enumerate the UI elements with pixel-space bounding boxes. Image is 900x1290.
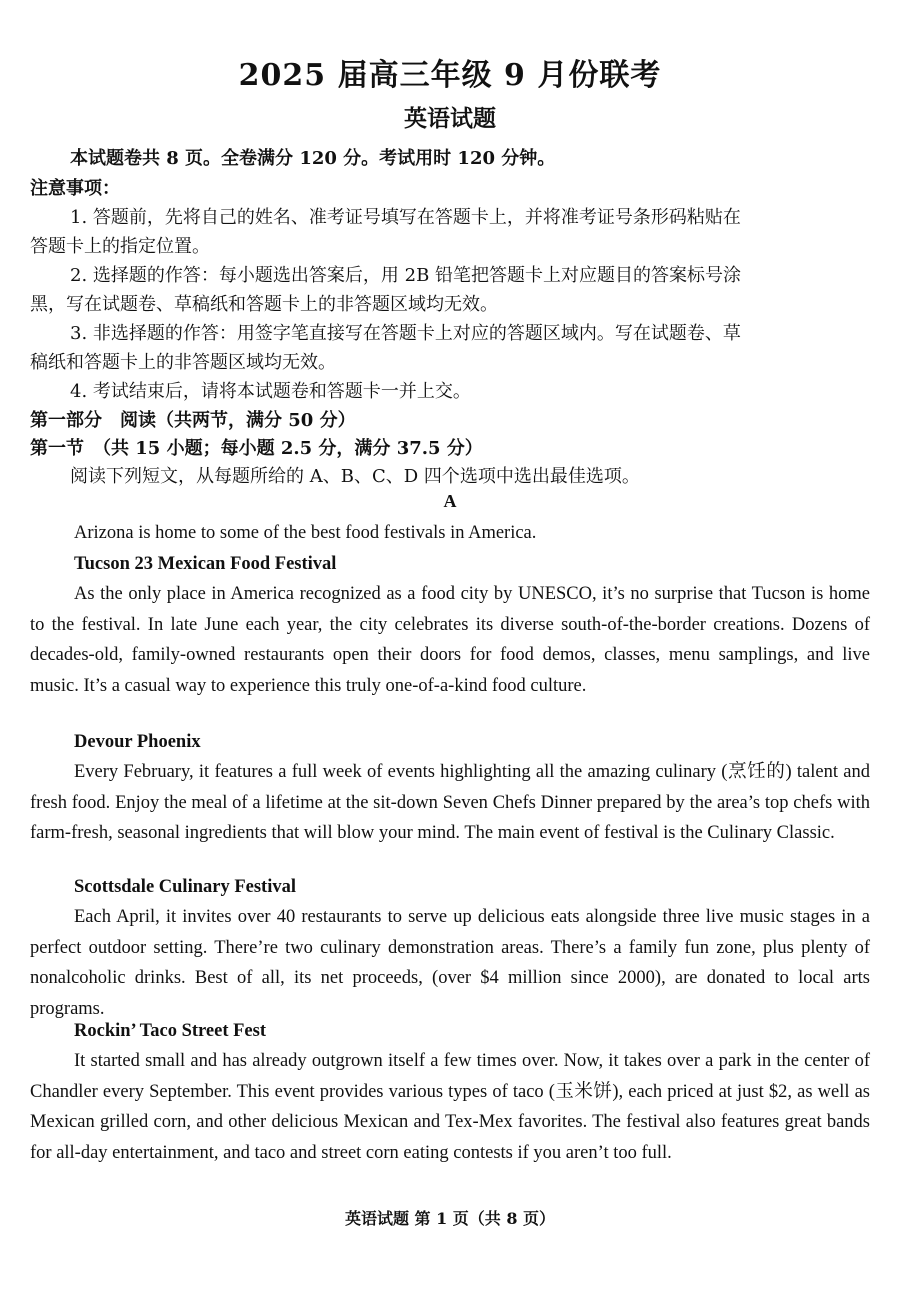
festival-description: As the only place in America recognized as a food city by UNESCO, it’s no surprise that Tucson is home to the festival. In late June each year, the city celebrates its diverse south-of-the-border creations. Dozens of decades-old, family-owned restaurants open their doors for food demos, classes, menu samplings, and live music. It’s a casual way to experience this truly one-of-a-kind food culture.	[30, 584, 870, 696]
notice-item-4: 4. 考试结束后，请将本试题卷和答题卡一并上交。	[70, 381, 471, 402]
exam-summary: 本试题卷共 8 页。全卷满分 120 分。考试用时 120 分钟。	[70, 148, 556, 169]
notice-item-3-line2: 稿纸和答题卡上的非答题区域均无效。	[30, 352, 336, 373]
festival-heading: Tucson 23 Mexican Food Festival	[74, 554, 337, 574]
passage-label: A	[443, 491, 457, 511]
page-footer: 英语试题 第 1 页（共 8 页）	[344, 1209, 556, 1228]
notice-item-2-line1: 2. 选择题的作答：每小题选出答案后，用 2B 铅笔把答题卡上对应题目的答案标号涂	[70, 265, 742, 286]
passage-intro: Arizona is home to some of the best food festivals in America.	[74, 523, 537, 543]
festival-heading: Scottsdale Culinary Festival	[74, 877, 296, 897]
notice-item-3-line1: 3. 非选择题的作答：用签字笔直接写在答题卡上对应的答题区域内。写在试题卷、草	[70, 323, 741, 344]
exam-title: 2025 届高三年级 9 月份联考	[238, 58, 662, 93]
festival-description: Every February, it features a full week of events highlighting all the amazing culinary (烹饪的) talent and fresh food. Enjoy the meal of a lifetime at the sit-down Seven Chefs Dinner prepared by the area’s top chefs with farm-fresh, seasonal ingredients that will blow your mind. The main event of festival is the Culinary Classic.	[30, 762, 870, 843]
notice-title: 注意事项：	[30, 178, 120, 199]
notice-item-1-line2: 答题卡上的指定位置。	[30, 236, 210, 257]
notice-item-1-line1: 1. 答题前，先将自己的姓名、准考证号填写在答题卡上，并将准考证号条形码粘贴在	[70, 207, 741, 228]
section-heading: 第一节 （共 15 小题；每小题 2.5 分，满分 37.5 分）	[30, 438, 483, 459]
part-heading: 第一部分 阅读（共两节，满分 50 分）	[30, 410, 356, 431]
festival-description: It started small and has already outgrown itself a few times over. Now, it takes over a park in the center of Chandler every September. This event provides various types of taco (玉米饼), each priced at just $2, as well as Mexican grilled corn, and other delicious Mexican and Tex-Mex favorites. The festival also features great bands for all-day entertainment, and taco and street corn eating contests if you aren’t too full.	[30, 1051, 870, 1163]
festival-description: Each April, it invites over 40 restaurants to serve up delicious eats alongside three live music stages in a perfect outdoor setting. There’re two culinary demonstration areas. There’s a family fun zone, plus plenty of nonalcoholic drinks. Best of all, its net proceeds, (over $4 million since 2000), are donated to local arts programs.	[30, 907, 870, 1019]
festival-heading: Devour Phoenix	[74, 732, 201, 752]
section-instruction: 阅读下列短文，从每题所给的 A、B、C、D 四个选项中选出最佳选项。	[70, 466, 640, 487]
exam-subtitle: 英语试题	[404, 105, 496, 132]
festival-heading: Rockin’ Taco Street Fest	[74, 1021, 267, 1041]
notice-item-2-line2: 黑，写在试题卷、草稿纸和答题卡上的非答题区域均无效。	[30, 294, 498, 315]
